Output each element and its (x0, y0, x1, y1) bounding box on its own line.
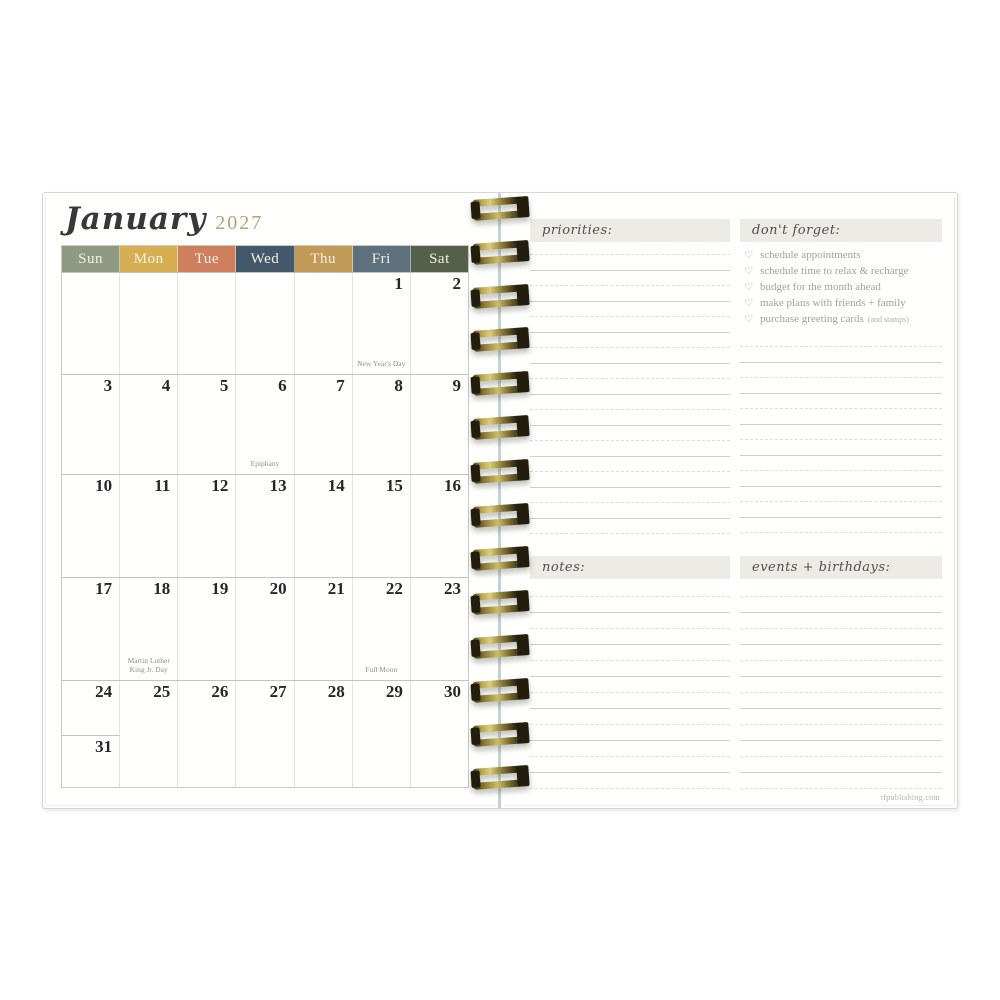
ruled-line (740, 772, 942, 773)
ruled-line (740, 612, 942, 613)
binding-coil (470, 325, 530, 354)
day-cell (410, 578, 468, 680)
notes-header: notes: (530, 556, 730, 579)
day-cell (119, 578, 177, 680)
binding-coil (470, 588, 530, 617)
ruled-line (530, 708, 730, 709)
day-cell (62, 681, 119, 787)
coil-end-cap (470, 377, 480, 395)
week-row (62, 577, 468, 680)
weekday-cell: Fri (353, 246, 411, 272)
weekday-header (62, 246, 468, 272)
coil-end-cap (516, 327, 529, 349)
ruled-line (740, 740, 942, 741)
ruled-line (530, 332, 730, 333)
ruled-line (530, 378, 730, 379)
checklist-text: budget for the month ahead (759, 281, 881, 293)
date-number: 30 (443, 682, 461, 701)
binding-coil (470, 544, 530, 573)
day-cell (177, 681, 235, 787)
ruled-line (740, 362, 942, 363)
ruled-line (530, 740, 730, 741)
date-number: 9 (452, 376, 461, 395)
date-number: 8 (394, 376, 403, 395)
coil-end-cap (516, 590, 529, 612)
ruled-line (530, 644, 730, 645)
ruled-line (740, 393, 942, 394)
day-cell (352, 475, 410, 577)
coil-end-cap (470, 508, 480, 526)
ruled-line (740, 346, 942, 347)
date-number: 1 (394, 274, 403, 293)
day-cell (62, 578, 119, 680)
ruled-line (530, 301, 730, 302)
ruled-line (740, 660, 942, 661)
coil-end-cap (470, 333, 480, 351)
priorities-header: priorities: (530, 219, 730, 242)
coil-end-cap (516, 503, 529, 525)
date-number: 10 (95, 476, 113, 495)
coil-end-cap (516, 371, 529, 393)
coil-end-cap (516, 546, 529, 568)
ruled-line (530, 518, 730, 519)
coil-end-cap (470, 245, 480, 263)
coil-end-cap (470, 683, 480, 701)
coil-end-cap (516, 722, 529, 744)
day-cell (410, 375, 468, 474)
date-number: 14 (327, 476, 345, 495)
weekday-cell: Sat (411, 246, 468, 272)
day-cell (62, 375, 119, 474)
day-cell (235, 375, 293, 474)
calendar-grid (61, 245, 469, 788)
coil-end-cap (516, 765, 529, 787)
date-number: 20 (269, 579, 287, 598)
weekday-cell: Thu (295, 246, 353, 272)
dont-forget-list (744, 247, 942, 327)
day-cell (410, 475, 468, 577)
date-number: 16 (443, 476, 461, 495)
ruled-line (530, 270, 730, 271)
checklist-item (744, 311, 942, 327)
dont-forget-header: don't forget: (740, 219, 942, 242)
coil-end-cap (470, 596, 480, 614)
day-cell (352, 273, 410, 374)
date-number: 27 (269, 682, 287, 701)
year-label: 2027 (215, 212, 264, 234)
ruled-line (740, 628, 942, 629)
coil-end-cap (516, 634, 529, 656)
ruled-line (530, 676, 730, 677)
date-number: 12 (211, 476, 229, 495)
checklist-suffix: (and stamps) (867, 314, 909, 324)
heart-icon: ♡ (744, 249, 753, 261)
coil-end-cap (516, 196, 529, 218)
holiday-label: Epiphany (250, 459, 280, 469)
checklist-text: schedule time to relax & recharge (759, 265, 909, 277)
day-subcell (62, 736, 119, 787)
date-number: 13 (269, 476, 287, 495)
checklist-item (744, 247, 942, 263)
ruled-line (740, 692, 942, 693)
day-cell (352, 681, 410, 787)
ruled-line (530, 628, 730, 629)
checklist-item (744, 295, 942, 311)
day-cell (410, 273, 468, 374)
events-header: events + birthdays: (740, 556, 942, 579)
day-cell (352, 375, 410, 474)
day-cell (119, 273, 177, 374)
ruled-line (530, 471, 730, 472)
day-cell (235, 578, 293, 680)
calendar-weeks (62, 272, 468, 787)
binding-coil (470, 282, 530, 311)
ruled-line (530, 692, 730, 693)
coil-end-cap (516, 459, 529, 481)
checklist-text: schedule appointments (759, 249, 861, 261)
coil-end-cap (470, 639, 480, 657)
month-title: January (65, 201, 207, 237)
day-cell (294, 578, 352, 680)
day-cell (410, 681, 468, 787)
ruled-line (530, 409, 730, 410)
day-cell (294, 375, 352, 474)
checklist-item (744, 279, 942, 295)
coil-end-cap (470, 201, 480, 219)
date-number: 23 (443, 579, 461, 598)
date-number: 11 (154, 476, 171, 495)
date-number: 28 (327, 682, 345, 701)
binding-coil (470, 238, 530, 267)
ruled-line (530, 363, 730, 364)
binding-coil (470, 501, 530, 530)
heart-icon: ♡ (744, 313, 753, 325)
ruled-line (530, 660, 730, 661)
day-cell (235, 273, 293, 374)
ruled-line (530, 788, 730, 789)
date-number: 3 (103, 376, 113, 395)
ruled-line (530, 456, 730, 457)
date-number: 22 (385, 579, 403, 598)
ruled-line (740, 596, 942, 597)
day-cell (62, 475, 119, 577)
weekday-cell: Tue (178, 246, 236, 272)
ruled-line (740, 708, 942, 709)
day-cell (235, 475, 293, 577)
ruled-line (740, 470, 942, 471)
ruled-line (530, 596, 730, 597)
day-cell (235, 681, 293, 787)
ruled-line (530, 502, 730, 503)
binding-coil (470, 676, 530, 705)
ruled-line (740, 724, 942, 725)
ruled-line (740, 756, 942, 757)
ruled-line (740, 676, 942, 677)
coil-end-cap (516, 415, 529, 437)
date-number: 15 (385, 476, 403, 495)
checklist-item (744, 263, 942, 279)
notes-section (530, 556, 730, 801)
ruled-line (740, 439, 942, 440)
day-cell (119, 475, 177, 577)
week-row (62, 474, 468, 577)
binding-coil (470, 413, 530, 442)
right-page (500, 192, 958, 809)
date-number: 21 (327, 579, 345, 598)
binding-coil (470, 457, 530, 486)
day-cell (119, 681, 177, 787)
ruled-line (740, 408, 942, 409)
day-cell (294, 273, 352, 374)
date-number: 31 (95, 737, 113, 756)
coil-end-cap (516, 284, 529, 306)
ruled-line (530, 440, 730, 441)
coil-end-cap (516, 678, 529, 700)
checklist-text: make plans with friends + family (759, 297, 906, 309)
date-number: 7 (336, 376, 345, 395)
coil-end-cap (470, 464, 480, 482)
ruled-line (530, 487, 730, 488)
heart-icon: ♡ (744, 281, 753, 293)
binding-coil (470, 720, 530, 749)
day-cell (294, 681, 352, 787)
weekday-cell: Sun (62, 246, 120, 272)
ruled-line (530, 772, 730, 773)
date-number: 19 (211, 579, 229, 598)
coil-end-cap (516, 240, 529, 262)
weekday-cell: Wed (236, 246, 294, 272)
ruled-line (530, 724, 730, 725)
date-number: 4 (161, 376, 171, 395)
ruled-line (740, 532, 942, 533)
ruled-line (740, 788, 942, 789)
ruled-line (530, 533, 730, 534)
holiday-label: New Year's Day (357, 359, 406, 369)
date-number: 24 (95, 682, 113, 701)
date-number: 25 (153, 682, 171, 701)
heart-icon: ♡ (744, 297, 753, 309)
date-number: 6 (278, 376, 287, 395)
ruled-line (530, 285, 730, 286)
holiday-label: Full Moon (365, 665, 398, 675)
coil-end-cap (470, 420, 480, 438)
ruled-line (740, 424, 942, 425)
day-cell (119, 375, 177, 474)
heart-icon: ♡ (744, 265, 753, 277)
week-row (62, 374, 468, 474)
events-section (740, 556, 942, 801)
day-cell (177, 273, 235, 374)
month-header (65, 201, 263, 237)
date-number: 26 (211, 682, 229, 701)
dont-forget-section (740, 219, 942, 537)
binding-coil (470, 369, 530, 398)
ruled-line (530, 394, 730, 395)
day-cell (62, 273, 119, 374)
coil-end-cap (470, 552, 480, 570)
date-number: 5 (219, 376, 229, 395)
date-number: 18 (153, 579, 171, 598)
coil-end-cap (470, 727, 480, 745)
ruled-line (530, 316, 730, 317)
date-number: 2 (452, 274, 461, 293)
ruled-line (740, 455, 942, 456)
week-row (62, 680, 468, 787)
day-cell (177, 375, 235, 474)
holiday-label: Martin Luther King Jr. Day (127, 655, 170, 675)
ruled-line (530, 425, 730, 426)
binding-coil (470, 194, 530, 223)
ruled-line (530, 347, 730, 348)
week-row (62, 272, 468, 374)
date-number: 29 (385, 682, 403, 701)
day-cell (177, 578, 235, 680)
ruled-line (740, 501, 942, 502)
priorities-section (530, 219, 730, 537)
ruled-line (740, 377, 942, 378)
ruled-line (740, 486, 942, 487)
day-cell (352, 578, 410, 680)
day-cell (294, 475, 352, 577)
date-number: 17 (95, 579, 113, 598)
weekday-cell: Mon (120, 246, 178, 272)
day-subcell (62, 681, 119, 736)
publisher-url: tfpublishing.com (880, 793, 940, 802)
coil-end-cap (470, 771, 480, 789)
coil-end-cap (470, 289, 480, 307)
binding-coil (470, 763, 530, 792)
left-page (42, 192, 500, 809)
checklist-text: purchase greeting cards (759, 313, 864, 325)
ruled-line (740, 644, 942, 645)
ruled-line (530, 756, 730, 757)
binding-coil (470, 632, 530, 661)
ruled-line (530, 254, 730, 255)
ruled-line (740, 517, 942, 518)
day-cell (177, 475, 235, 577)
ruled-line (530, 612, 730, 613)
